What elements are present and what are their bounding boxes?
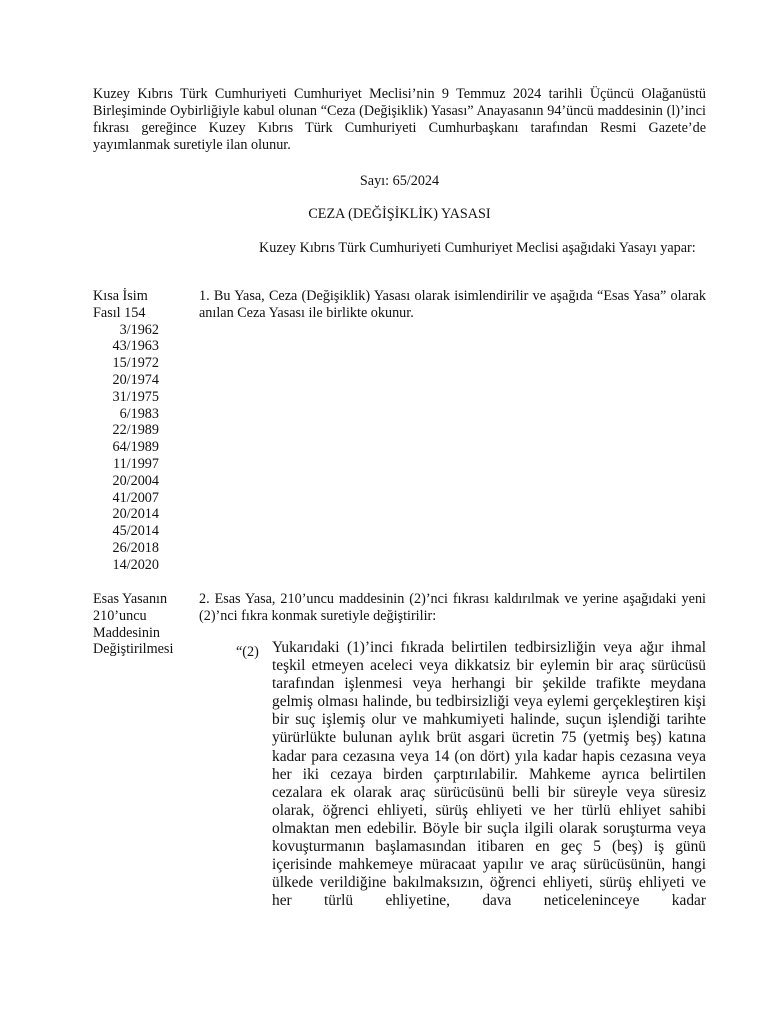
subsection-number: “(2)	[236, 644, 259, 660]
promulgation-paragraph: Kuzey Kıbrıs Türk Cumhuriyeti Cumhuriyet Meclisi’nin 9 Temmuz 2024 tarihli Üçüncü Olağanüstü Birleşiminde Oybirliğiyle kabul olunan “Ceza (Değişiklik) Yasası” Anayasanın 94’üncü maddesinin (l)’inci fıkrası gereğince Kuzey Kıbrıs Türk Cumhuriyeti Cumhurbaşkanı tarafından Resmi Gazete’de yayımlanmak suretiyle ilan olunur.	[93, 86, 706, 153]
subsection-text: Yukarıdaki (1)’inci fıkrada belirtilen tedbirsizliğin veya ağır ihmal teşkil etmeyen aceleci veya dikkatsiz bir eylemin bir araç sürücüsü tarafından işlenmesi veya herhangi bir şekilde trafikte meydana gelmiş olması halinde, bu tedbirsizliği veya eylemi gerçekleştiren kişi bir suç işlemiş olur ve mahkumiyeti halinde, suçun işlendiği tarihte yürürlükte bulunan aylık brüt asgari ücretin 75 (yetmiş beş) katına kadar para cezasına veya 14 (on dört) yıla kadar hapis cezasına veya her iki cezaya birden çarptırılabilir. Mahkeme ayrıca belirtilen cezalara ek olarak araç sürücüsünü belli bir süreyle veya süresiz olarak, öğrenci ehliyeti, sürüş ehliyeti ve her türlü ehliyet sahibi olmaktan men edebilir. Böyle bir suçla ilgili olarak soruşturma veya kovuşturmanın başlamasından itibaren en geç 5 (beş) iş günü içerisinde mahkemeye müracaat yapılır ve araç sürücüsünün, hangi ülkede verildiğine bakılmaksızın, öğrenci ehliyeti, sürüş ehliyeti ve her türlü ehliyetine, dava neticeleninceye kadar	[272, 639, 706, 910]
law-reference: 6/1983	[119, 405, 159, 422]
law-reference: 22/1989	[112, 422, 159, 439]
margin-title-line: Maddesinin	[93, 624, 160, 641]
margin-title-line: Esas Yasanın	[93, 591, 168, 607]
margin-title-line: Değiştirilmesi	[93, 641, 174, 658]
margin-title-line: Kısa İsim	[93, 288, 148, 304]
section2-text: 2. Esas Yasa, 210’uncu maddesinin (2)’nci fıkrası kaldırılmak ve yerine aşağıdaki yeni (2)’nci fıkra konmak suretiyle değiştirilir:	[199, 591, 706, 624]
law-reference: 20/1974	[112, 371, 159, 388]
law-reference: 26/2018	[112, 539, 159, 556]
enacting-clause: Kuzey Kıbrıs Türk Cumhuriyeti Cumhuriyet Meclisi aşağıdaki Yasayı yapar:	[259, 240, 696, 256]
section1-margin-note	[93, 288, 193, 574]
law-reference: 15/1972	[112, 355, 159, 372]
margin-title-line: Fasıl 154	[93, 304, 146, 321]
law-reference: 64/1989	[112, 439, 159, 456]
law-reference: 31/1975	[112, 388, 159, 405]
law-reference: 41/2007	[112, 489, 159, 506]
law-reference: 43/1963	[112, 338, 159, 355]
law-reference: 14/2020	[112, 556, 159, 573]
law-reference: 45/2014	[112, 523, 159, 540]
section1-text: 1. Bu Yasa, Ceza (Değişiklik) Yasası olarak isimlendirilir ve aşağıda “Esas Yasa” olarak anılan Ceza Yasası ile birlikte okunur.	[199, 288, 706, 321]
law-reference: 3/1962	[119, 321, 159, 338]
law-reference: 11/1997	[113, 455, 159, 472]
law-title: CEZA (DEĞİŞİKLİK) YASASI	[308, 206, 491, 222]
section2-margin-note	[93, 591, 193, 658]
law-reference: 20/2014	[112, 506, 159, 523]
margin-title-line: 210’uncu	[93, 607, 147, 624]
law-number: Sayı: 65/2024	[359, 173, 440, 189]
law-reference: 20/2004	[112, 472, 159, 489]
